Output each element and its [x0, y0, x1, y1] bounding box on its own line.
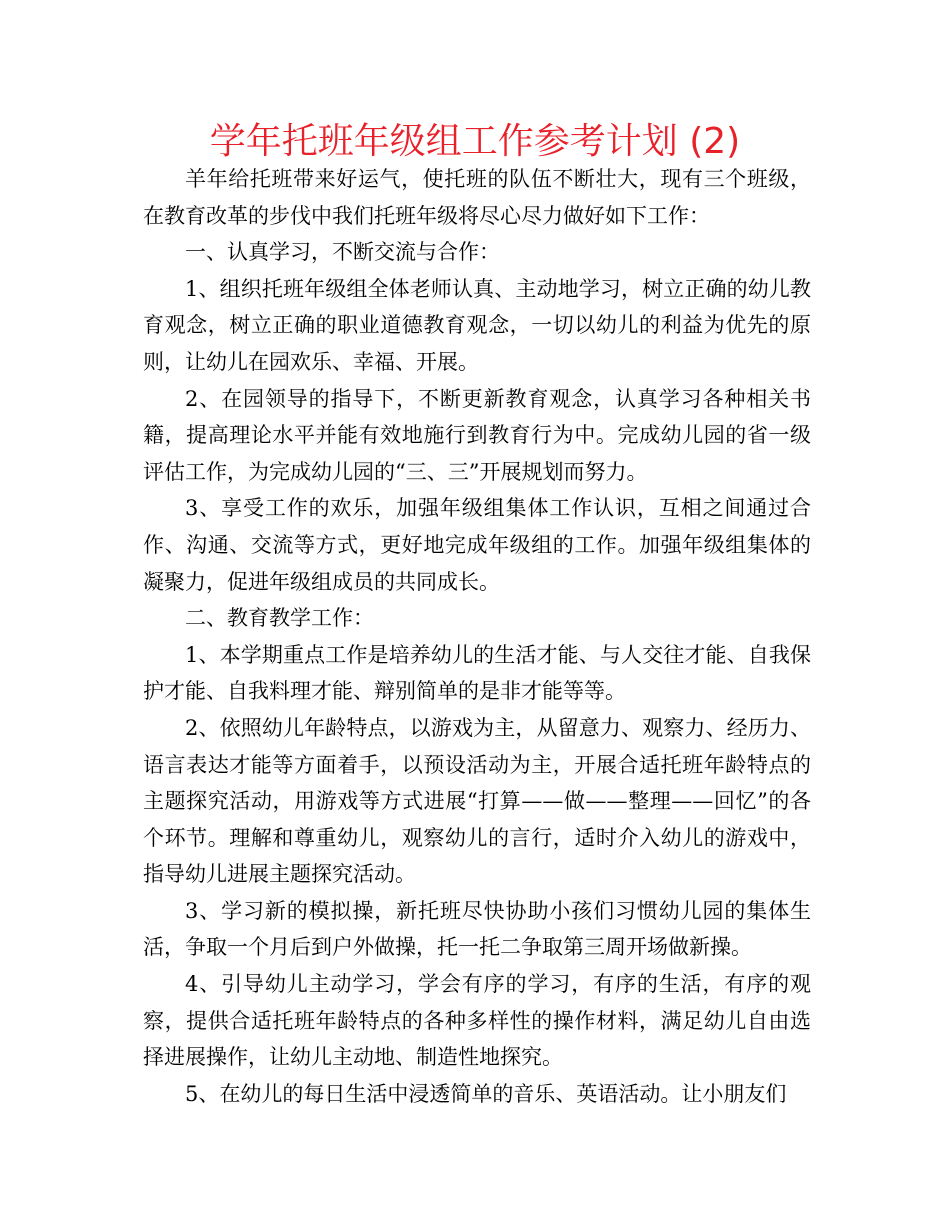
section-heading-1: 一、认真学习，不断交流与合作：	[185, 240, 500, 265]
paragraph-1-3: 3、享受工作的欢乐，加强年级组集体工作认识，互相之间通过合作、沟通、交流等方式，更好地完成年级组的工作。加强年级组集体的凝聚力，促进年级组成员的共同成长。	[143, 496, 811, 594]
section-heading-2: 二、教育教学工作：	[185, 606, 374, 631]
paragraph-2-2: 2、依照幼儿年龄特点，以游戏为主，从留意力、观察力、经历力、语言表达才能等方面着手，以预设活动为主，开展合适托班年龄特点的主题探究活动，用游戏等方式进展“打算——做——整理——回忆”的各个环节。理解和尊重幼儿，观察幼儿的言行，适时介入幼儿的游戏中，指导幼儿进展主题探究活动。	[143, 715, 811, 887]
paragraph-2-3: 3、学习新的模拟操，新托班尽快协助小孩们习惯幼儿园的集体生活，争取一个月后到户外做操，托一托二争取第三周开场做新操。	[143, 898, 811, 960]
paragraph-2-4: 4、引导幼儿主动学习，学会有序的学习，有序的生活，有序的观察，提供合适托班年龄特点的各种多样性的操作材料，满足幼儿自由选择进展操作，让幼儿主动地、制造性地探究。	[143, 972, 811, 1070]
paragraph-intro: 羊年给托班带来好运气，使托班的队伍不断壮大，现有三个班级，在教育改革的步伐中我们托班年级将尽心尽力做好如下工作：	[143, 167, 811, 228]
paragraph-1-1: 1、组织托班年级组全体老师认真、主动地学习，树立正确的幼儿教育观念，树立正确的职业道德教育观念，一切以幼儿的利益为优先的原则，让幼儿在园欢乐、幸福、开展。	[143, 276, 811, 374]
document-title: 学年托班年级组工作参考计划 (2)	[209, 121, 741, 162]
paragraph-1-2: 2、在园领导的指导下，不断更新教育观念，认真学习各种相关书籍，提高理论水平并能有效地施行到教育行为中。完成幼儿园的省一级评估工作，为完成幼儿园的“三、三”开展规划而努力。	[143, 386, 811, 484]
document-body	[143, 161, 811, 1112]
paragraph-2-1: 1、本学期重点工作是培养幼儿的生活才能、与人交往才能、自我保护才能、自我料理才能、辩别简单的是非才能等等。	[143, 642, 811, 704]
paragraph-2-5: 5、在幼儿的每日生活中浸透简单的音乐、英语活动。让小朋友们	[185, 1081, 787, 1106]
